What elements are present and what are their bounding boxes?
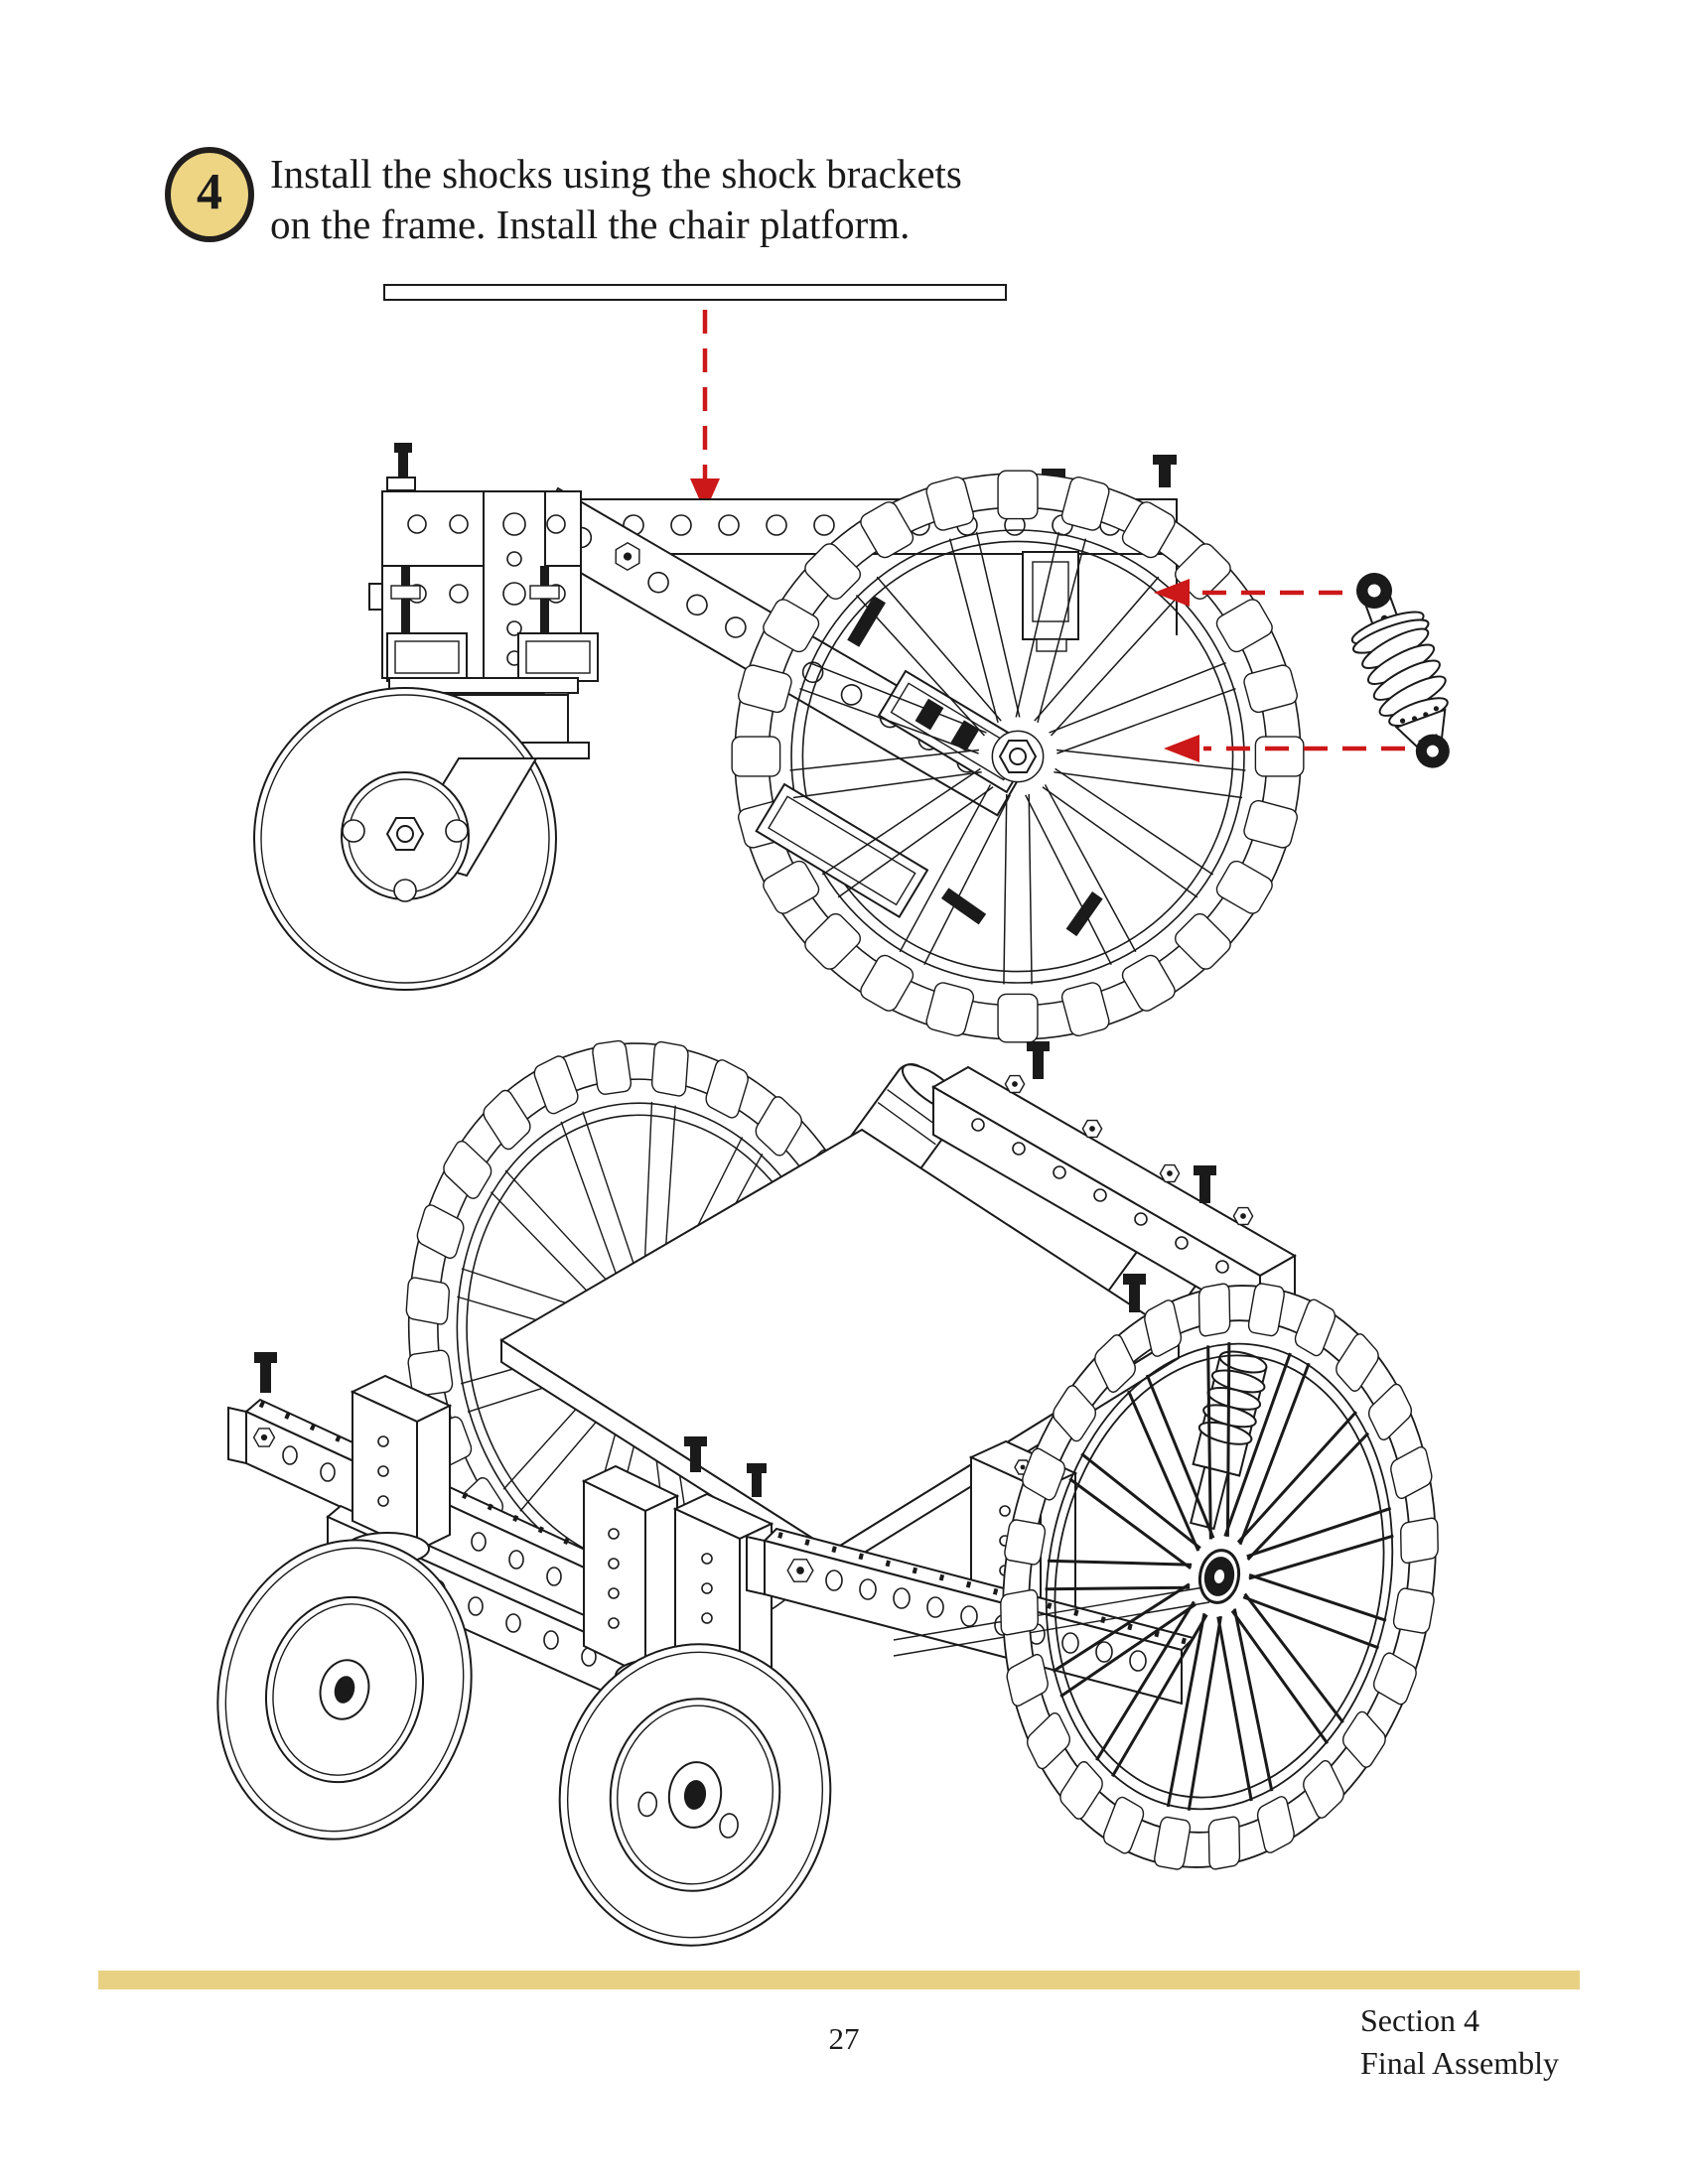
section-label-line2: Final Assembly xyxy=(1360,2045,1560,2081)
step-number-badge xyxy=(165,147,254,242)
chair-platform-plate xyxy=(384,285,1006,300)
drive-wheel-side xyxy=(732,471,1304,1042)
install-platform-arrow xyxy=(690,310,720,512)
page-number: 27 xyxy=(828,2021,860,2056)
front-caster-wheel-side xyxy=(254,688,556,990)
step-number: 4 xyxy=(197,164,222,220)
step-instruction xyxy=(270,149,962,250)
side-view-figure xyxy=(254,285,1476,1042)
footer-accent-bar xyxy=(98,1971,1580,1989)
caster-post-left xyxy=(352,1376,450,1551)
step-instruction-line1: Install the shocks using the shock brackets xyxy=(270,151,962,197)
section-label xyxy=(1360,1999,1559,2085)
axle-shock xyxy=(1177,1347,1272,1533)
isometric-view-figure xyxy=(187,1009,1483,1964)
section-label-line1: Section 4 xyxy=(1360,2002,1479,2038)
step-instruction-line2: on the frame. Install the chair platform. xyxy=(270,202,911,247)
